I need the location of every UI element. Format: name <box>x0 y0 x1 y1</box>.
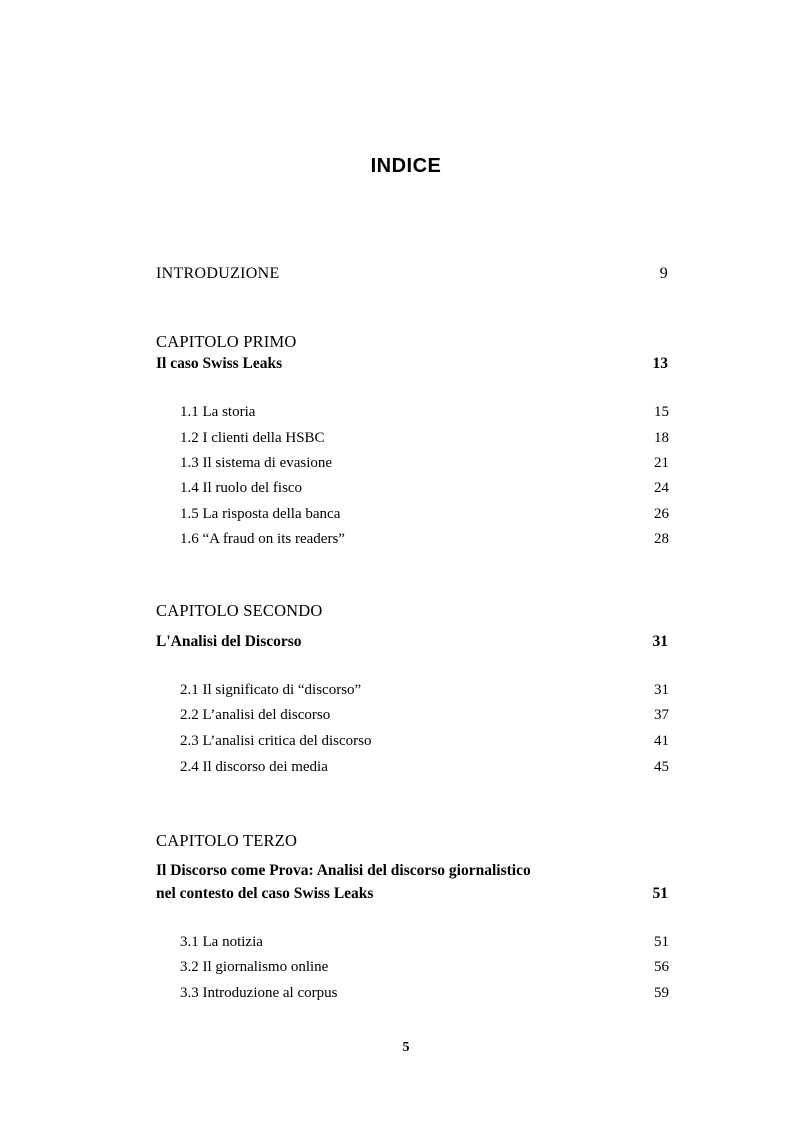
toc-section-label: 3.2 Il giornalismo online <box>180 959 329 975</box>
toc-section-label: 1.3 Il sistema di evasione <box>180 455 333 471</box>
chapter-title-label: Il caso Swiss Leaks <box>156 355 283 372</box>
toc-entry-page: 9 <box>659 265 668 282</box>
toc-section[interactable] <box>180 402 669 422</box>
toc-section-page: 28 <box>654 531 669 547</box>
toc-section[interactable] <box>180 705 669 725</box>
toc-section-label: 1.1 La storia <box>180 404 256 420</box>
toc-section-label: 2.4 Il discorso dei media <box>180 759 328 775</box>
chapter-title-3-line1[interactable]: Il Discorso come Prova: Analisi del discorso giornalistico <box>156 862 531 879</box>
toc-section[interactable] <box>180 478 669 498</box>
chapter-title-3[interactable] <box>156 884 668 904</box>
chapter-heading-1: CAPITOLO PRIMO <box>156 332 297 351</box>
toc-section[interactable] <box>180 504 669 524</box>
toc-section-page: 21 <box>654 455 669 471</box>
toc-section[interactable] <box>180 731 669 751</box>
toc-section-label: 1.2 I clienti della HSBC <box>180 430 325 446</box>
toc-section-page: 37 <box>654 707 669 723</box>
toc-section[interactable] <box>180 957 669 977</box>
toc-section-page: 15 <box>654 404 669 420</box>
page-title: INDICE <box>370 155 442 177</box>
toc-section[interactable] <box>180 428 669 448</box>
toc-section-page: 18 <box>654 430 669 446</box>
chapter-heading-3: CAPITOLO TERZO <box>156 831 298 850</box>
chapter-title-label: nel contesto del caso Swiss Leaks <box>156 885 374 902</box>
toc-section-page: 31 <box>654 682 669 698</box>
toc-section-page: 41 <box>654 733 669 749</box>
toc-entry-introduzione[interactable] <box>156 264 668 284</box>
toc-section[interactable] <box>180 680 669 700</box>
toc-section-label: 1.5 La risposta della banca <box>180 506 341 522</box>
chapter-title-page: 13 <box>652 355 668 372</box>
toc-section[interactable] <box>180 453 669 473</box>
chapter-title-page: 31 <box>652 633 668 650</box>
toc-section-label: 2.1 Il significato di “discorso” <box>180 682 362 698</box>
chapter-title-1[interactable] <box>156 354 668 374</box>
toc-section-page: 59 <box>654 985 669 1001</box>
toc-section[interactable] <box>180 757 669 777</box>
chapter-title-label: L'Analisi del Discorso <box>156 633 302 650</box>
toc-section[interactable] <box>180 932 669 952</box>
toc-section-page: 26 <box>654 506 669 522</box>
chapter-heading-2: CAPITOLO SECONDO <box>156 601 323 620</box>
toc-section-page: 51 <box>654 934 669 950</box>
chapter-title-page: 51 <box>652 885 668 902</box>
toc-section-label: 2.3 L’analisi critica del discorso <box>180 733 372 749</box>
toc-section-page: 45 <box>654 759 669 775</box>
toc-section-label: 2.2 L’analisi del discorso <box>180 707 331 723</box>
toc-section-label: 3.3 Introduzione al corpus <box>180 985 338 1001</box>
page-number: 5 <box>402 1040 410 1055</box>
toc-section[interactable] <box>180 983 669 1003</box>
toc-section-label: 1.4 Il ruolo del fisco <box>180 480 303 496</box>
toc-entry-label: INTRODUZIONE <box>156 265 280 282</box>
toc-section-page: 24 <box>654 480 669 496</box>
toc-section-page: 56 <box>654 959 669 975</box>
toc-section[interactable] <box>180 529 669 549</box>
toc-section-label: 3.1 La notizia <box>180 934 263 950</box>
chapter-title-2[interactable] <box>156 632 668 652</box>
toc-section-label: 1.6 “A fraud on its readers” <box>180 531 345 547</box>
